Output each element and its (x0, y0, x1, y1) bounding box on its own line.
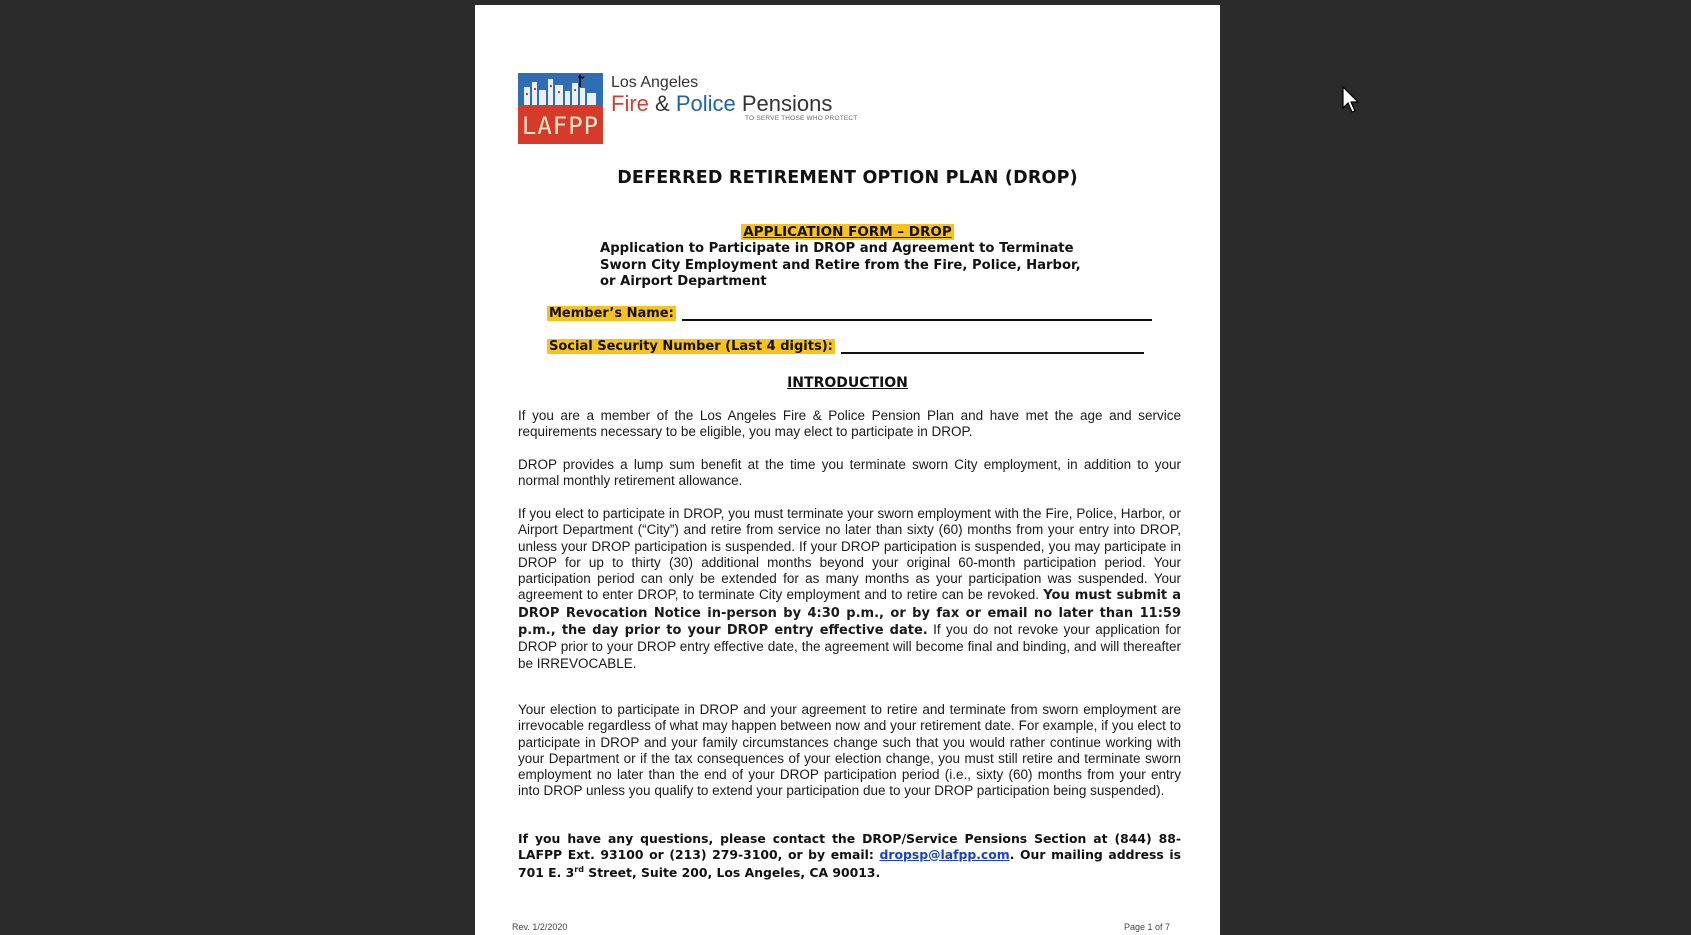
footer-page-number: Page 1 of 7 (1124, 922, 1171, 932)
contact-email-link[interactable]: dropsp@lafpp.com (879, 846, 1010, 862)
member-name-label: Member’s Name: (549, 306, 674, 321)
org-name-fire: Fire (611, 91, 649, 116)
contact-info (518, 831, 1181, 881)
contact-superscript: rd (574, 865, 584, 875)
ssn-input-line[interactable] (841, 338, 1144, 354)
intro-paragraph-2: DROP provides a lump sum benefit at the time you terminate sworn City employment, in addition to your normal monthly retirement allowance. (518, 457, 1181, 489)
paragraph-3-text-c: If you do not revoke your application for DROP prior to your DROP entry effective date, the agreement will become final and binding, and will thereafter be IRREVOCABLE. (518, 622, 1181, 671)
contact-text-before: If you have any questions, please contact the DROP/Service Pensions Section at (844) 88-LAFPP Ext. 93100 or (213) 279-3100, or by email: (518, 831, 1181, 862)
form-subtitle: Application to Participate in DROP and Agreement to Terminate Sworn City Employment and Retire from the Fire, Police, Harbor, or Airport Department (600, 241, 1081, 289)
form-label-text: APPLICATION FORM – DROP (743, 224, 952, 240)
org-name-amp: & (655, 91, 670, 116)
logo-lettering: LAFPP (521, 112, 600, 140)
ssn-label: Social Security Number (Last 4 digits): (549, 339, 833, 354)
paragraph-3-bold-notice: You must submit a DROP Revocation Notice in-person by 4:30 p.m., or by fax or email no later than 11:59 p.m., the day prior to your DROP entry effective date. (518, 588, 1181, 639)
org-name-police: Police (675, 91, 736, 116)
org-city: Los Angeles (611, 74, 699, 91)
paragraph-3-text-a: If you elect to participate in DROP, you must terminate your sworn employment with the Fire, Police, Harbor, or Airport Department (“City”) and retire from service no later than sixty (60) months from your entry into DROP, unless your DROP participation is suspended. If your DROP participation is suspended, you may participate in DROP for up to thirty (30) additional months beyond your original 60-month participation period. Your participation period can only be extended for as many months as your participation was suspended. Your agreement to enter DROP, to terminate City employment and to retire can be revoked. (518, 506, 1181, 603)
document-page[interactable] (475, 5, 1220, 935)
introduction-heading: INTRODUCTION (787, 375, 908, 391)
org-name-pensions: Pensions (741, 91, 833, 116)
org-tagline: TO SERVE THOSE WHO PROTECT (745, 115, 858, 122)
mouse-cursor-icon (1342, 86, 1362, 114)
form-label (475, 224, 1220, 240)
member-name-field-row (547, 305, 1152, 321)
org-name (611, 91, 832, 117)
intro-paragraph-1: If you are a member of the Los Angeles Fire & Police Pension Plan and have met the age and service requirements necessary to be eligible, you may elect to participate in DROP. (518, 408, 1181, 440)
document-title: DEFERRED RETIREMENT OPTION PLAN (DROP) (617, 168, 1078, 188)
member-name-input-line[interactable] (682, 305, 1152, 321)
footer-revision: Rev. 1/2/2020 (512, 922, 568, 932)
ssn-field-row (547, 338, 1144, 354)
intro-paragraph-3 (518, 506, 1181, 672)
contact-text-after: Street, Suite 200, Los Angeles, CA 90013. (588, 865, 881, 881)
contact-text-mid: . Our mailing address is 701 E. 3 (518, 846, 1181, 881)
intro-paragraph-4: Your election to participate in DROP and your agreement to retire and terminate from sworn employment are irrevocable regardless of what may happen between now and your retirement date. For example, if you elect to participate in DROP and your family circumstances change such that you would rather continue working with your Department or if the tax consequences of your election change, you must still retire and terminate sworn employment no later than the end of your DROP participation period (i.e., sixty (60) months from your entry into DROP unless you qualify to extend your participation due to your DROP participation being suspended). (518, 702, 1181, 799)
lafpp-logo (518, 73, 603, 144)
